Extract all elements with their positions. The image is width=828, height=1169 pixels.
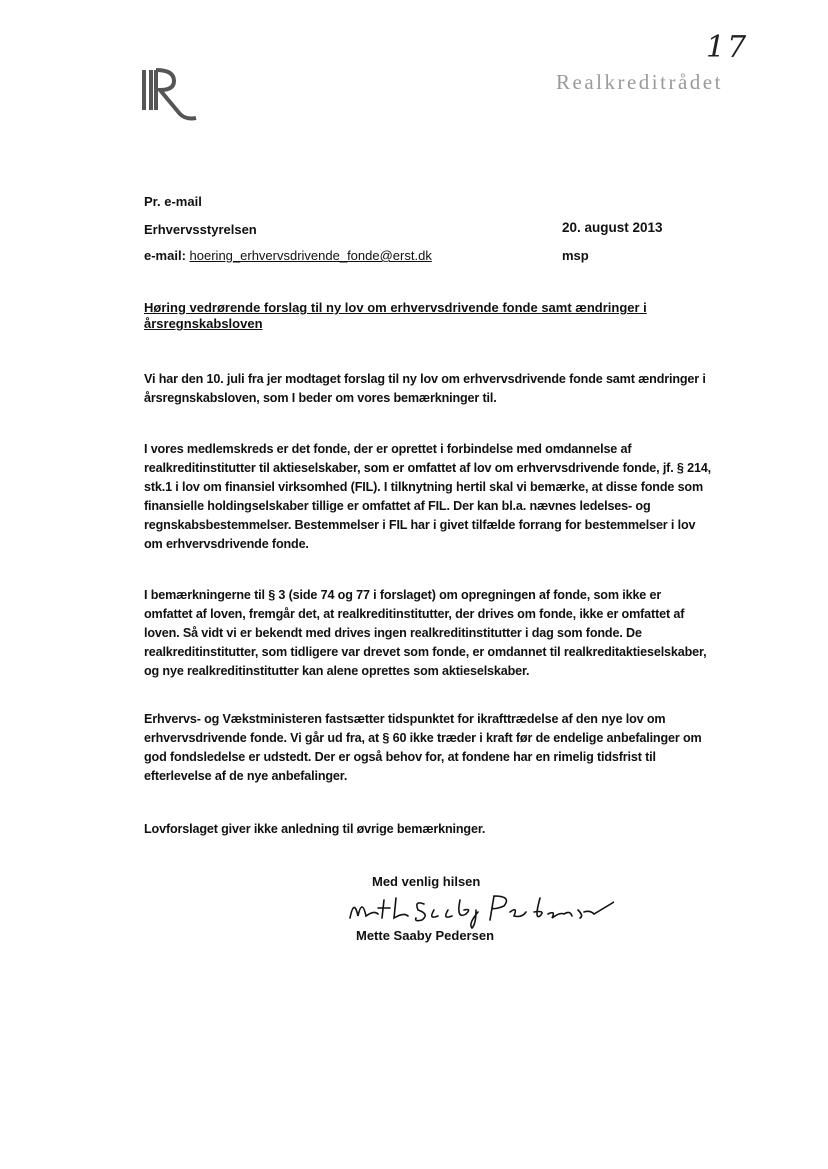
paragraph-5: Lovforslaget giver ikke anledning til øvrige bemærkninger. <box>144 822 486 836</box>
paragraph-3: I bemærkningerne til § 3 (side 74 og 77 i forslaget) om opregningen af fonde, som ikke er omfattet af loven, fremgår det, at realkreditinstitutter, der drives om fonde, ikke er omfattet af loven. Så vidt vi er bekendt med drives ingen realkreditinstitutter i dag som fonde. De realkreditinstitutter, som tidligere var drevet som fonde, er omdannet til realkreditaktieselskaber, og nye realkreditinstitutter kan alene oprettes som aktieselskaber. <box>144 588 707 678</box>
greeting: Med venlig hilsen <box>372 874 481 889</box>
email-link[interactable]: hoering_erhvervsdrivende_fonde@erst.dk <box>189 248 432 263</box>
signatory-name: Mette Saaby Pedersen <box>356 928 495 943</box>
letter-date: 20. august 2013 <box>562 220 663 235</box>
email-line <box>144 248 432 264</box>
realkreditraadet-logo-icon <box>140 66 200 122</box>
delivery-method: Pr. e-mail <box>144 194 202 209</box>
subject-heading: Høring vedrørende forslag til ny lov om erhvervsdrivende fonde samt ændringer i årsregnskabsloven <box>144 300 647 331</box>
initials: msp <box>562 248 589 263</box>
handwritten-signature <box>344 890 614 930</box>
recipient: Erhvervsstyrelsen <box>144 222 257 237</box>
page-number: 17 <box>706 30 749 65</box>
paragraph-1: Vi har den 10. juli fra jer modtaget forslag til ny lov om erhvervsdrivende fonde samt ændringer i årsregnskabsloven, som I beder om vores bemærkninger til. <box>144 372 706 405</box>
brand-name: Realkreditrådet <box>556 70 723 94</box>
paragraph-2: I vores medlemskreds er det fonde, der er oprettet i forbindelse med omdannelse af realkreditinstitutter til aktieselskaber, som er omfattet af lov om erhvervsdrivende fonde, jf. § 214, stk.1 i lov om finansiel virksomhed (FIL). I tilknytning hertil skal vi bemærke, at disse fonde som finansielle holdingselskaber tillige er omfattet af FIL. Der kan bl.a. nævnes ledelses- og regnskabsbestemmelser. Bestemmelser i FIL har i givet tilfælde forrang for bestemmelser i lov om erhvervsdrivende fonde. <box>144 442 712 551</box>
email-label: e-mail: <box>144 248 186 263</box>
paragraph-4: Erhvervs- og Vækstministeren fastsætter tidspunktet for ikrafttrædelse af den nye lov om erhvervsdrivende fonde. Vi går ud fra, at § 60 ikke træder i kraft før de endelige anbefalinger om god fondsledelse er udstedt. Der er også behov for, at fondene har en rimelig tidsfrist til efterlevelse af de nye anbefalinger. <box>144 712 702 783</box>
